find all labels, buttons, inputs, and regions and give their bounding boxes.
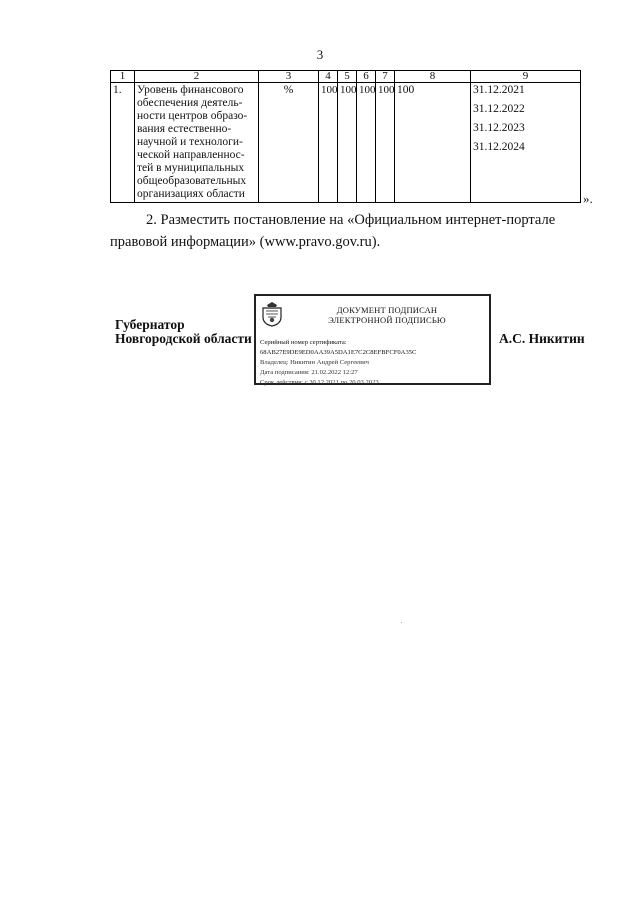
unit-cell: % xyxy=(259,83,319,203)
signing-date: Дата подписания: 21.02.2022 12:27 xyxy=(260,369,358,376)
page-number: 3 xyxy=(316,47,324,62)
publication-paragraph xyxy=(110,209,594,253)
certificate-serial-label: Серийный номер сертификата: xyxy=(260,339,347,346)
signer-title-line: Новгородской области xyxy=(115,331,252,346)
date-value: 31.12.2021 xyxy=(473,84,525,96)
table-row xyxy=(111,83,581,203)
column-number-8: 8 xyxy=(395,71,471,83)
indicator-name-line: организациях области xyxy=(137,188,245,200)
coat-of-arms-icon xyxy=(261,300,283,327)
signer-title-line: Губернатор xyxy=(115,317,185,332)
indicator-name-line: ности центров образо- xyxy=(137,110,248,122)
column-number-5: 5 xyxy=(338,71,357,83)
signer-name: А.С. Никитин xyxy=(499,331,585,346)
indicator-name-line: обеспечения деятель- xyxy=(137,97,243,109)
paragraph-line: 2. Разместить постановление на «Официальном интернет-портале xyxy=(146,212,556,228)
certificate-owner: Владелец: Никитин Андрей Сергеевич xyxy=(260,359,369,366)
date-value: 31.12.2022 xyxy=(473,103,525,115)
stamp-details xyxy=(260,338,416,388)
indicator-name-line: Уровень финансового xyxy=(137,84,244,96)
stamp-heading-line: ДОКУМЕНТ ПОДПИСАН xyxy=(336,305,438,315)
column-number-3: 3 xyxy=(259,71,319,83)
closing-quote: ». xyxy=(583,191,593,206)
indicator-name-line: общеобразовательных xyxy=(137,175,247,187)
date-value: 31.12.2024 xyxy=(473,141,525,153)
value-cell: 100 xyxy=(395,83,471,203)
indicator-name-line: тей в муниципальных xyxy=(137,162,245,174)
signer-title xyxy=(115,318,252,346)
paragraph-line: правовой информации» (www.pravo.gov.ru). xyxy=(110,234,381,250)
column-number-1: 1 xyxy=(111,71,135,83)
dates-cell xyxy=(471,83,581,203)
certificate-validity: Срок действия: с 30.12.2021 по 20.03.2023 xyxy=(260,379,379,386)
column-number-7: 7 xyxy=(376,71,395,83)
indicator-table xyxy=(110,70,581,203)
table-header-row xyxy=(111,71,581,83)
indicator-name xyxy=(135,83,259,203)
value-cell: 100 xyxy=(357,83,376,203)
value-cell: 100 xyxy=(376,83,395,203)
row-number: 1. xyxy=(111,83,135,203)
value-cell: 100 xyxy=(319,83,338,203)
stamp-heading-line: ЭЛЕКТРОННОЙ ПОДПИСЬЮ xyxy=(328,315,446,325)
certificate-serial-number: 68AB27E9DE9ED0AA39A5DA1E7C2C8EFBFCF0A35C xyxy=(260,349,417,356)
date-value: 31.12.2023 xyxy=(473,122,525,134)
column-number-4: 4 xyxy=(319,71,338,83)
indicator-name-line: вания естественно- xyxy=(137,123,232,135)
value-cell: 100 xyxy=(338,83,357,203)
electronic-signature-stamp xyxy=(254,294,491,385)
scan-speck xyxy=(401,622,402,623)
stamp-heading xyxy=(292,305,482,325)
column-number-2: 2 xyxy=(135,71,259,83)
indicator-name-line: ческой направленнос- xyxy=(137,149,245,161)
column-number-6: 6 xyxy=(357,71,376,83)
column-number-9: 9 xyxy=(471,71,581,83)
indicator-name-line: научной и технологи- xyxy=(137,136,243,148)
